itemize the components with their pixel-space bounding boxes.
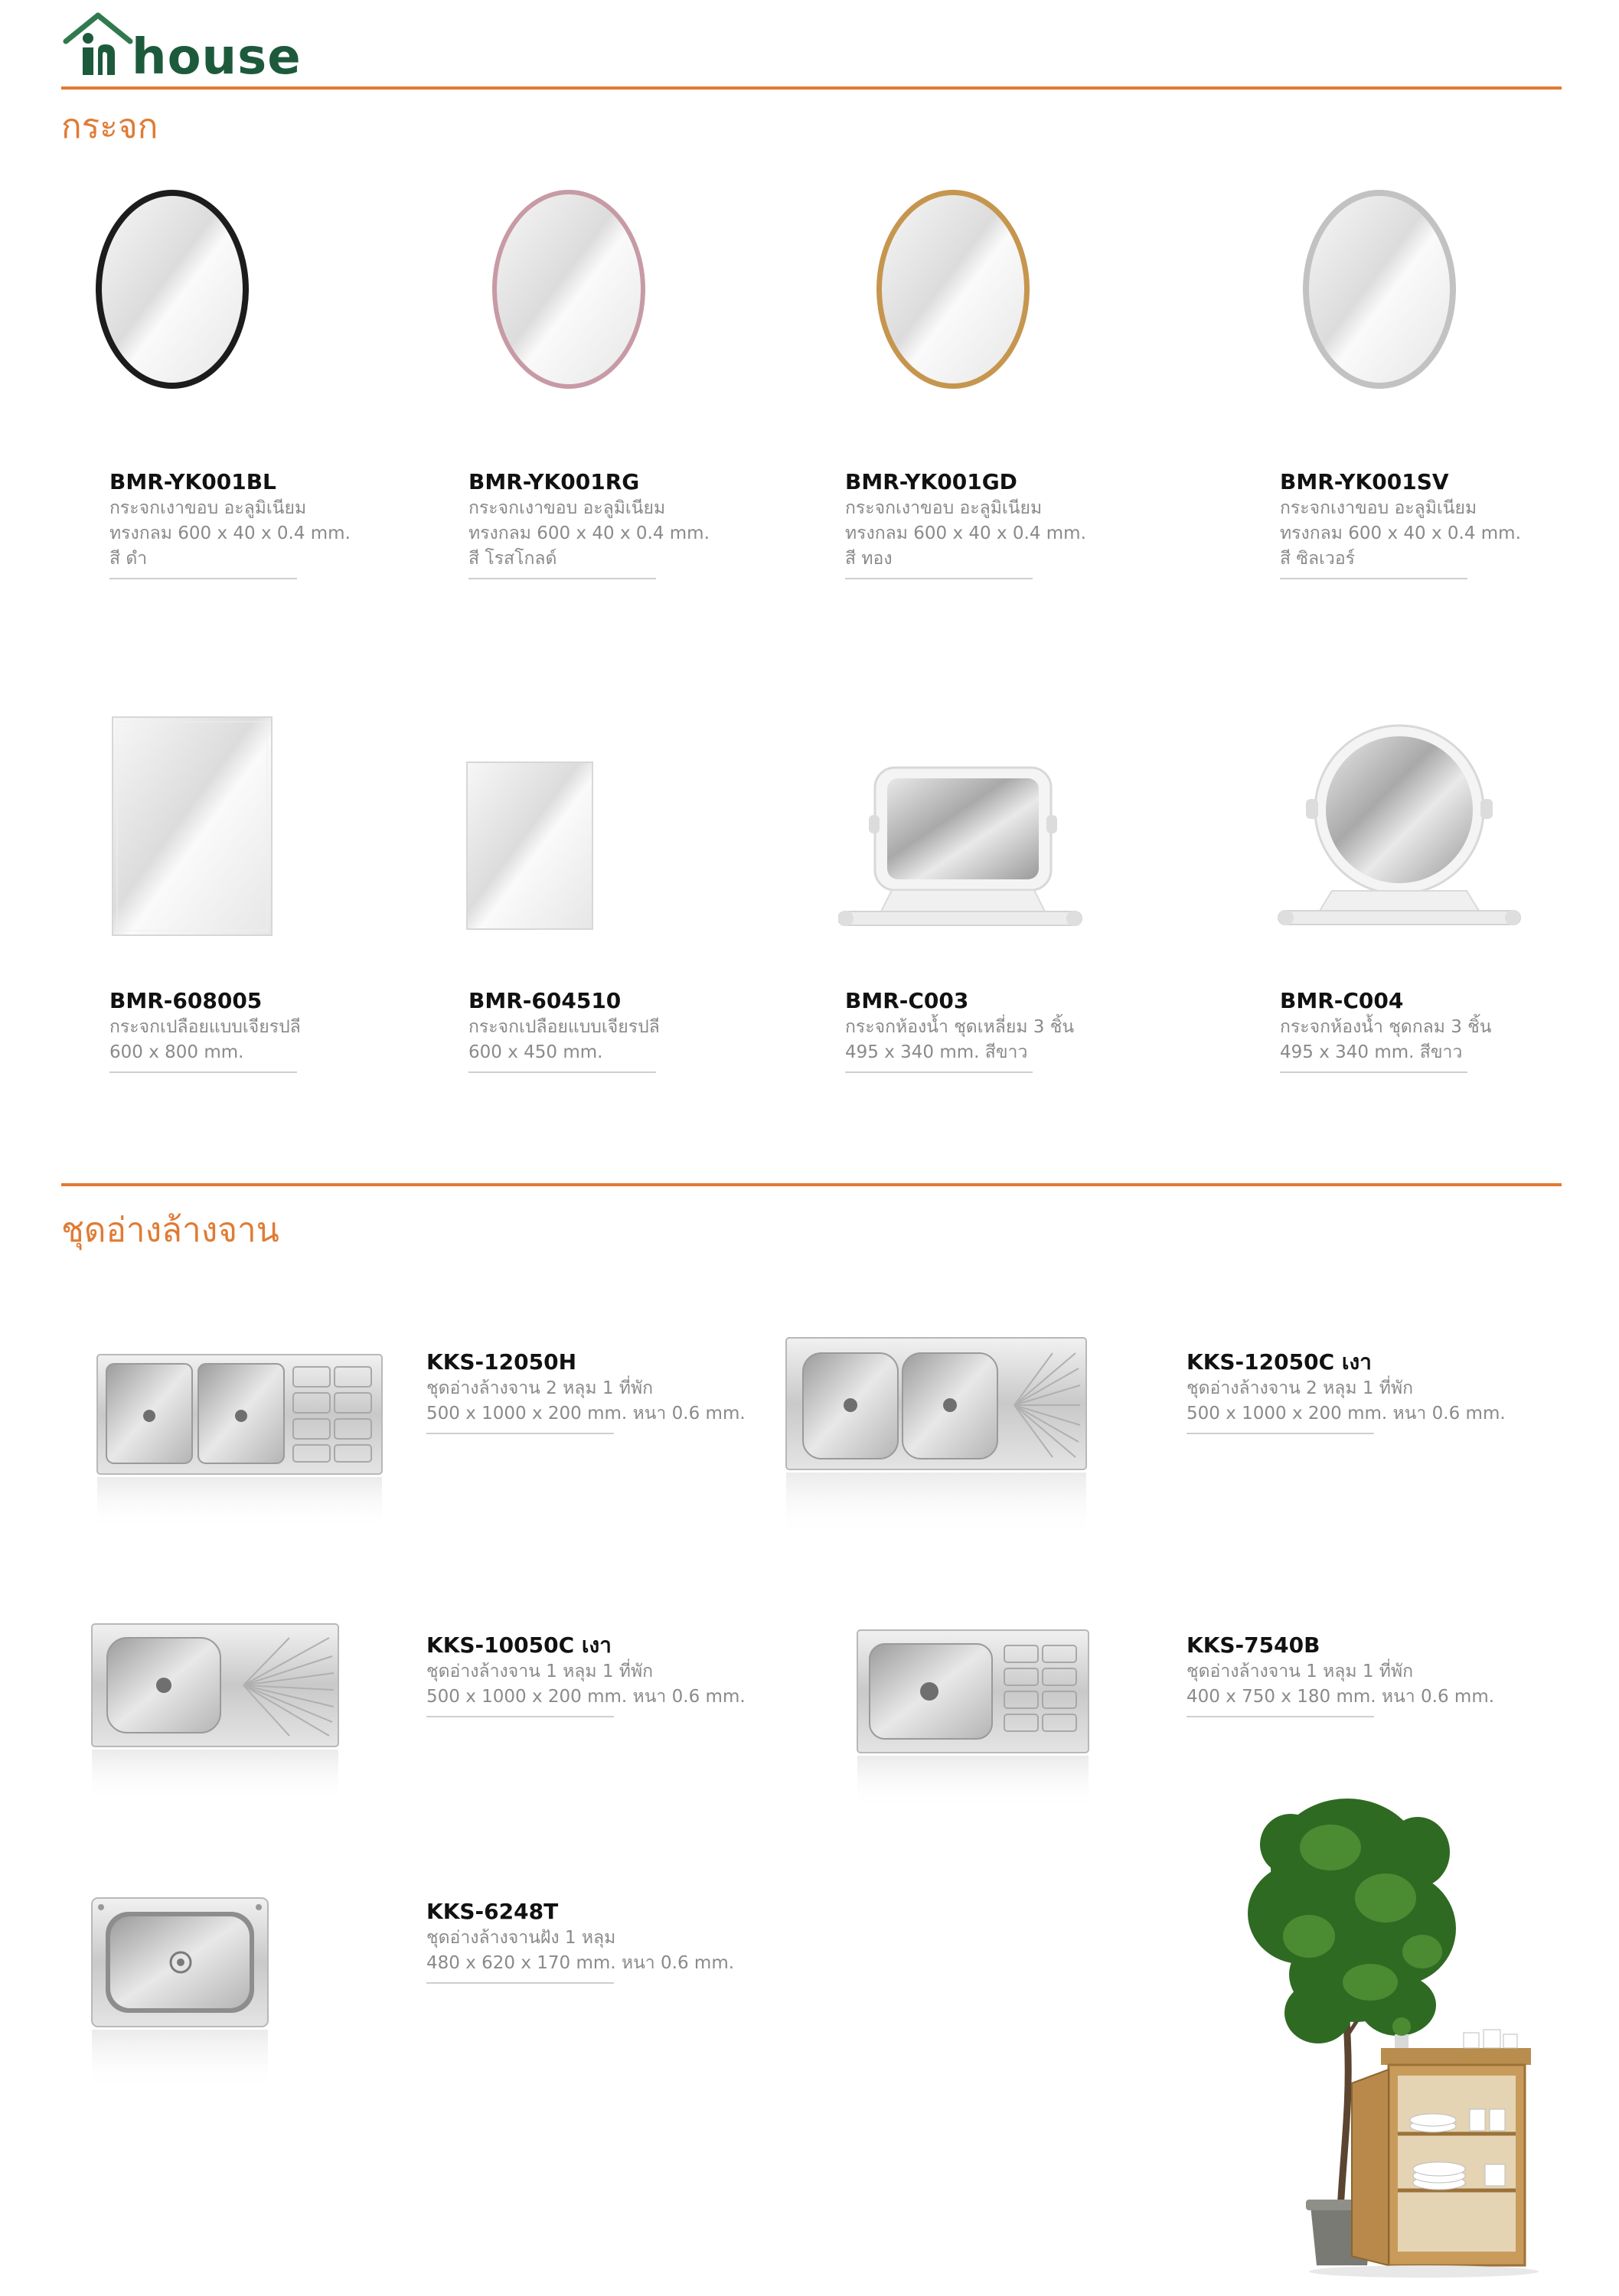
product-code: BMR-604510 — [468, 988, 622, 1013]
product-desc: ชุดอ่างล้างจานฝัง 1 หลุม — [426, 1928, 616, 1948]
product-card — [426, 1632, 748, 1717]
product-desc: ชุดอ่างล้างจาน 1 หลุม 1 ที่พัก — [426, 1662, 654, 1681]
product-size: ทรงกลม 600 x 40 x 0.4 mm. — [468, 523, 710, 543]
bathroom-mirror-round-set-image — [1277, 719, 1522, 949]
product-code: BMR-YK001SV — [1280, 469, 1449, 494]
product-size: ทรงกลม 600 x 40 x 0.4 mm. — [109, 523, 351, 543]
product-code: BMR-YK001RG — [468, 469, 640, 494]
divider — [1280, 578, 1467, 579]
product-size: ทรงกลม 600 x 40 x 0.4 mm. — [845, 523, 1086, 543]
single-bowl-inset-sink-image — [90, 1896, 274, 2095]
product-size: 600 x 450 mm. — [468, 1042, 603, 1062]
section-title-sinks: ชุดอ่างล้างจาน — [61, 1211, 279, 1250]
product-code: BMR-C003 — [845, 988, 969, 1013]
product-card — [468, 468, 790, 579]
product-desc: กระจกเงาขอบ อะลูมิเนียม — [1280, 498, 1477, 518]
product-card — [845, 468, 1167, 579]
product-code: BMR-YK001GD — [845, 469, 1017, 494]
product-code: KKS-10050C เงา — [426, 1632, 612, 1658]
product-card — [1187, 1349, 1508, 1434]
divider — [1187, 1433, 1374, 1434]
divider — [426, 1716, 614, 1717]
potted-tree-and-cabinet-image — [1217, 1783, 1539, 2281]
divider — [468, 578, 656, 579]
product-size: 500 x 1000 x 200 mm. หนา 0.6 mm. — [426, 1404, 746, 1424]
product-card — [426, 1349, 748, 1434]
divider — [845, 578, 1033, 579]
product-desc: กระจกเงาขอบ อะลูมิเนียม — [109, 498, 307, 518]
divider — [426, 1982, 614, 1984]
product-size: 480 x 620 x 170 mm. หนา 0.6 mm. — [426, 1953, 735, 1973]
product-card — [1187, 1632, 1508, 1717]
section-divider — [61, 86, 1562, 90]
product-card — [468, 987, 790, 1073]
product-size: 600 x 800 mm. — [109, 1042, 244, 1062]
divider — [468, 1071, 656, 1073]
product-card — [426, 1898, 748, 1984]
product-code: BMR-C004 — [1280, 988, 1404, 1013]
product-code: KKS-12050C เงา — [1187, 1349, 1372, 1375]
product-size: 500 x 1000 x 200 mm. หนา 0.6 mm. — [1187, 1404, 1506, 1424]
section-divider — [61, 1183, 1562, 1186]
divider — [426, 1433, 614, 1434]
product-code: BMR-YK001BL — [109, 469, 276, 494]
product-desc: กระจกเปลือยแบบเจียรปลี — [109, 1017, 301, 1037]
product-size: ทรงกลม 600 x 40 x 0.4 mm. — [1280, 523, 1521, 543]
product-card — [109, 468, 431, 579]
divider — [109, 1071, 297, 1073]
round-mirror-rosegold-image — [485, 182, 653, 404]
divider — [845, 1071, 1033, 1073]
product-size: 400 x 750 x 180 mm. หนา 0.6 mm. — [1187, 1687, 1495, 1707]
product-code: KKS-6248T — [426, 1899, 559, 1924]
product-desc: กระจกเงาขอบ อะลูมิเนียม — [468, 498, 666, 518]
double-bowl-sink-ribbed-drainer-image — [785, 1336, 1091, 1543]
divider — [109, 578, 297, 579]
round-mirror-gold-image — [869, 182, 1037, 404]
product-card — [1280, 987, 1601, 1073]
product-desc: กระจกห้องน้ำ ชุดกลม 3 ชิ้น — [1280, 1017, 1492, 1037]
double-bowl-sink-grid-drainer-image — [96, 1353, 387, 1537]
product-code: KKS-7540B — [1187, 1632, 1320, 1658]
product-size: 500 x 1000 x 200 mm. หนา 0.6 mm. — [426, 1687, 746, 1707]
bathroom-mirror-square-set-image — [838, 762, 1083, 953]
round-mirror-silver-image — [1295, 182, 1464, 404]
product-desc: ชุดอ่างล้างจาน 2 หลุม 1 ที่พัก — [426, 1378, 654, 1398]
product-color: สี ทอง — [845, 549, 893, 569]
round-mirror-black-image — [88, 182, 256, 404]
house-icon — [60, 9, 136, 78]
rect-mirror-small-image — [465, 761, 596, 937]
single-bowl-sink-ribbed-drainer-image — [90, 1623, 343, 1806]
divider — [1187, 1716, 1374, 1717]
product-size: 495 x 340 mm. สีขาว — [1280, 1042, 1463, 1062]
product-code: BMR-608005 — [109, 988, 263, 1013]
product-size: 495 x 340 mm. สีขาว — [845, 1042, 1028, 1062]
product-desc: ชุดอ่างล้างจาน 2 หลุม 1 ที่พัก — [1187, 1378, 1414, 1398]
divider — [1280, 1071, 1467, 1073]
section-title-mirrors: กระจก — [61, 107, 158, 146]
product-color: สี ซิลเวอร์ — [1280, 549, 1355, 569]
product-card — [109, 987, 431, 1073]
product-desc: กระจกห้องน้ำ ชุดเหลี่ยม 3 ชิ้น — [845, 1017, 1075, 1037]
product-color: สี โรสโกลด์ — [468, 549, 557, 569]
product-card — [845, 987, 1167, 1073]
product-code: KKS-12050H — [426, 1349, 577, 1375]
product-desc: กระจกเปลือยแบบเจียรปลี — [468, 1017, 660, 1037]
brand-name: house — [132, 29, 302, 86]
product-color: สี ดำ — [109, 549, 148, 569]
product-desc: กระจกเงาขอบ อะลูมิเนียม — [845, 498, 1043, 518]
product-desc: ชุดอ่างล้างจาน 1 หลุม 1 ที่พัก — [1187, 1662, 1414, 1681]
single-bowl-sink-grid-drainer-image — [856, 1629, 1093, 1812]
product-card — [1280, 468, 1601, 579]
rect-mirror-large-image — [111, 716, 276, 945]
